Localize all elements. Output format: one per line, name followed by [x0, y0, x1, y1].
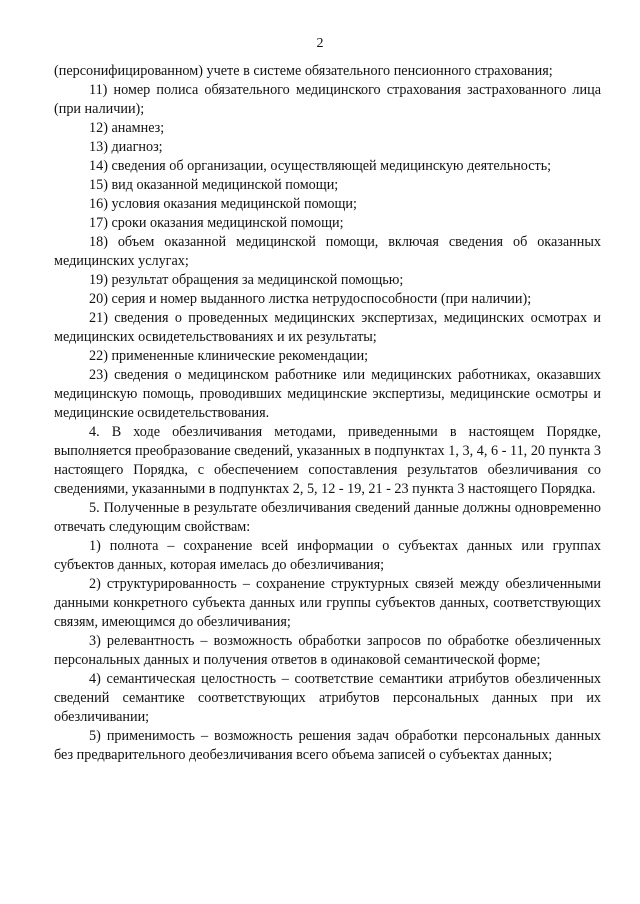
- paragraph-item-13: 13) диагноз;: [89, 139, 163, 155]
- paragraph-item-19: 19) результат обращения за медицинской помощью;: [89, 272, 404, 288]
- paragraph-property-4: 4) семантическая целостность – соответствие семантики атрибутов обезличенных сведений семантике соответствующих атрибутов персональных данных при их обезличивании;: [54, 671, 601, 725]
- paragraph-item-21: 21) сведения о проведенных медицинских экспертизах, медицинских осмотрах и медицинских освидетельствованиях и их результаты;: [54, 310, 601, 345]
- paragraph-property-3: 3) релевантность – возможность обработки запросов по обработке обезличенных персональных данных и получения ответов в одинаковой семантической форме;: [54, 633, 601, 668]
- paragraph-item-14: 14) сведения об организации, осуществляющей медицинскую деятельность;: [89, 158, 552, 174]
- paragraph-property-1: 1) полнота – сохранение всей информации о субъектах данных или группах субъектов данных, которая имелась до обезличивания;: [54, 538, 601, 573]
- paragraph-item-15: 15) вид оказанной медицинской помощи;: [89, 177, 339, 193]
- paragraph-continuation: (персонифицированном) учете в системе обязательного пенсионного страхования;: [54, 63, 553, 79]
- paragraph-item-22: 22) примененные клинические рекомендации;: [89, 348, 369, 364]
- document-body: [54, 62, 601, 765]
- paragraph-section-5: 5. Полученные в результате обезличивания сведений данные должны одновременно отвечать следующим свойствам:: [54, 500, 601, 535]
- paragraph-property-2: 2) структурированность – сохранение структурных связей между обезличенными данными конкретного субъекта данных или группы субъектов данных, соответствующих связям, имеющимся до обезличивания;: [54, 576, 601, 630]
- paragraph-item-20: 20) серия и номер выданного листка нетрудоспособности (при наличии);: [89, 291, 532, 307]
- paragraph-item-12: 12) анамнез;: [89, 120, 165, 136]
- paragraph-property-5: 5) применимость – возможность решения задач обработки персональных данных без предварительного деобезличивания всего объема записей о субъектах данных;: [54, 728, 601, 763]
- paragraph-item-23: 23) сведения о медицинском работнике или медицинских работниках, оказавших медицинскую помощь, проводивших медицинские экспертизы, медицинские осмотры и медицинские освидетельствования.: [54, 367, 601, 421]
- page-number: 2: [316, 36, 324, 51]
- paragraph-item-11: 11) номер полиса обязательного медицинского страхования застрахованного лица (при наличии);: [54, 82, 601, 117]
- paragraph-item-18: 18) объем оказанной медицинской помощи, включая сведения об оказанных медицинских услугах;: [54, 234, 601, 269]
- paragraph-item-16: 16) условия оказания медицинской помощи;: [89, 196, 357, 212]
- paragraph-section-4: 4. В ходе обезличивания методами, приведенными в настоящем Порядке, выполняется преобразование сведений, указанных в подпунктах 1, 3, 4, 6 - 11, 20 пункта 3 настоящего Порядка, с обеспечением сопоставления результатов обезличивания со сведениями, указанными в подпунктах 2, 5, 12 - 19, 21 - 23 пункта 3 настоящего Порядка.: [54, 424, 601, 497]
- paragraph-item-17: 17) сроки оказания медицинской помощи;: [89, 215, 344, 231]
